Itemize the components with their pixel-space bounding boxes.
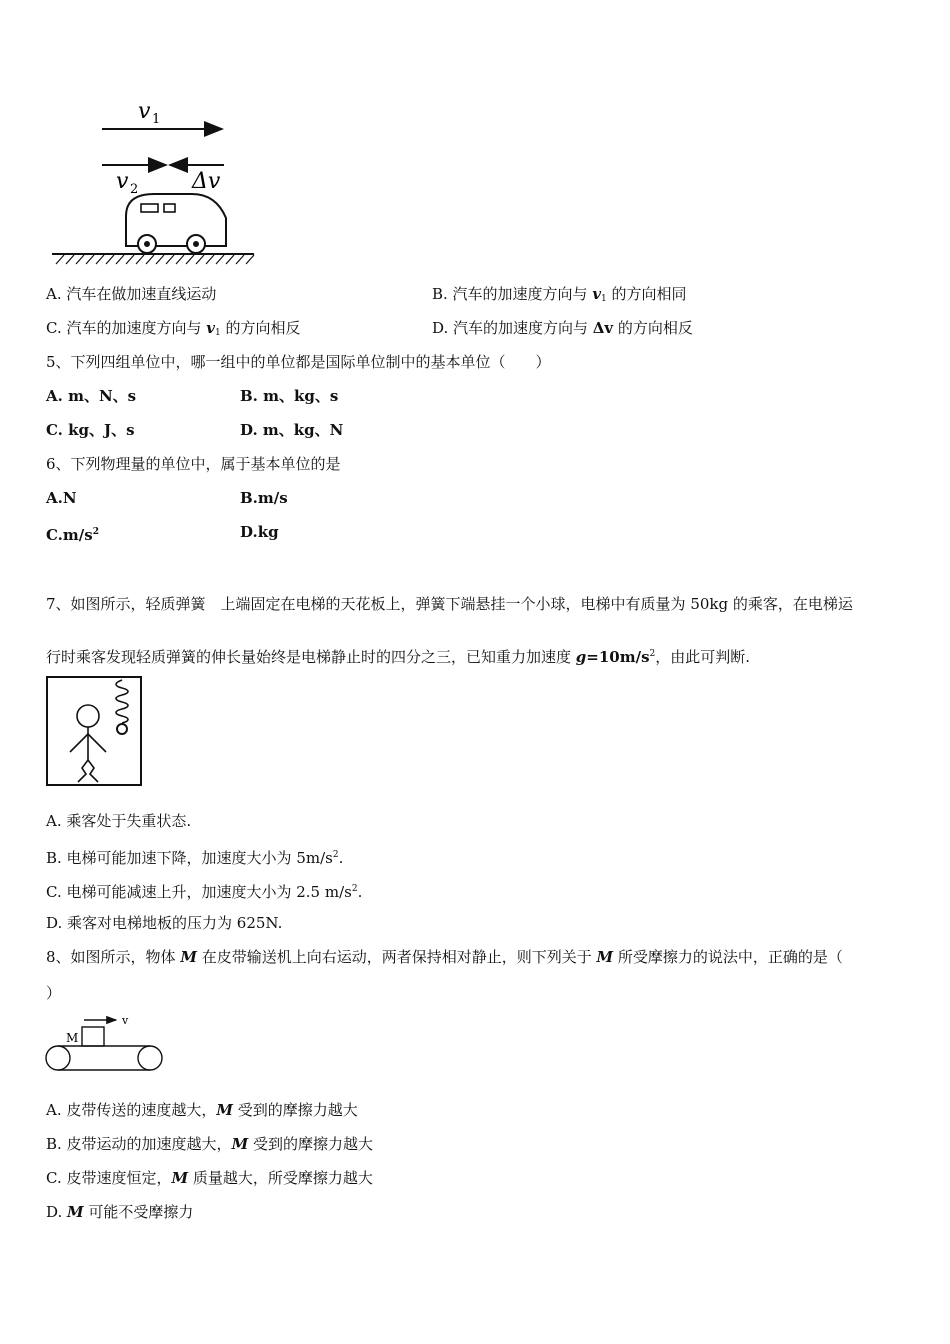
car-window [164,204,175,212]
passenger-head [77,705,99,727]
spring [116,680,128,723]
car-window [141,204,158,212]
car-hub [144,241,150,247]
q8-option-d: D. M 可能不受摩擦力 [46,1203,194,1221]
q5-stem: 5、下列四组单位中，哪一组中的单位都是国际单位制中的基本单位（ ） [46,353,551,371]
velocity-label: v [122,1014,129,1027]
q7-option-a: A. 乘客处于失重状态. [46,812,192,830]
q5-option-d: D. m、kg、N [240,421,344,439]
v2-subscript: 2 [130,182,139,197]
q6-option-b: B.m/s [240,489,288,507]
v1-subscript: 1 [152,112,161,127]
q8-option-a: A. 皮带传送的速度越大，M 受到的摩擦力越大 [46,1101,358,1119]
q4-option-b: B. 汽车的加速度方向与 $v_1$ 的方向相同 [432,285,687,304]
q5-option-b: B. m、kg、s [240,387,339,405]
v2-label: v [116,169,129,194]
q6-option-d: D.kg [240,523,279,541]
q6-option-c: $C.m/s^2$ [46,526,99,544]
elevator-figure [44,674,154,794]
ball [117,724,127,734]
v1-label: v [138,99,151,124]
q5-option-a: A. m、N、s [46,387,137,405]
conveyor-figure [44,1012,174,1072]
q4-option-c: C. 汽车的加速度方向与 $v_1$ 的方向相反 [46,319,301,338]
ground-hatch [56,255,254,264]
q7-option-b: B. 电梯可能加速下降，加速度大小为 $5m/s^2$. [46,849,344,867]
q7-option-c: C. 电梯可能减速上升，加速度大小为 2.5 $m/s^2$. [46,883,363,901]
q7-stem-line2: 行时乘客发现轻质弹簧的伸长量始终是电梯静止时的四分之三，已知重力加速度 $g=10m/s^2$，由此可判断. [46,648,751,666]
q7-option-d: D. 乘客对电梯地板的压力为 625N. [46,914,283,932]
roller-right [138,1046,162,1070]
q8-option-c: C. 皮带速度恒定，M 质量越大，所受摩擦力越大 [46,1169,373,1187]
q8-stem: 8、如图所示，物体 M 在皮带输送机上向右运动，两者保持相对静止，则下列关于 M 所受摩擦力的说法中，正确的是（ [46,948,843,966]
car-velocity-figure [40,90,300,270]
q5-option-c: C. kg、J、s [46,421,135,439]
q8-stem-close: ） [46,984,62,1002]
mass-label: M [66,1031,79,1045]
roller-left [46,1046,70,1070]
dv-label: Δv [192,169,221,194]
q7-stem-line1: 7、如图所示，轻质弹簧 上端固定在电梯的天花板上，弹簧下端悬挂一个小球，电梯中有质量为 50kg 的乘客，在电梯运 [46,595,853,613]
car-hub [193,241,199,247]
block-M [82,1027,104,1046]
q6-stem: 6、下列物理量的单位中，属于基本单位的是 [46,455,341,473]
q6-option-a: A.N [46,489,77,507]
q4-option-d: D. 汽车的加速度方向与 Δv 的方向相反 [432,319,693,337]
q8-option-b: B. 皮带运动的加速度越大，M 受到的摩擦力越大 [46,1135,373,1153]
q4-option-a: A. 汽车在做加速直线运动 [46,285,217,303]
